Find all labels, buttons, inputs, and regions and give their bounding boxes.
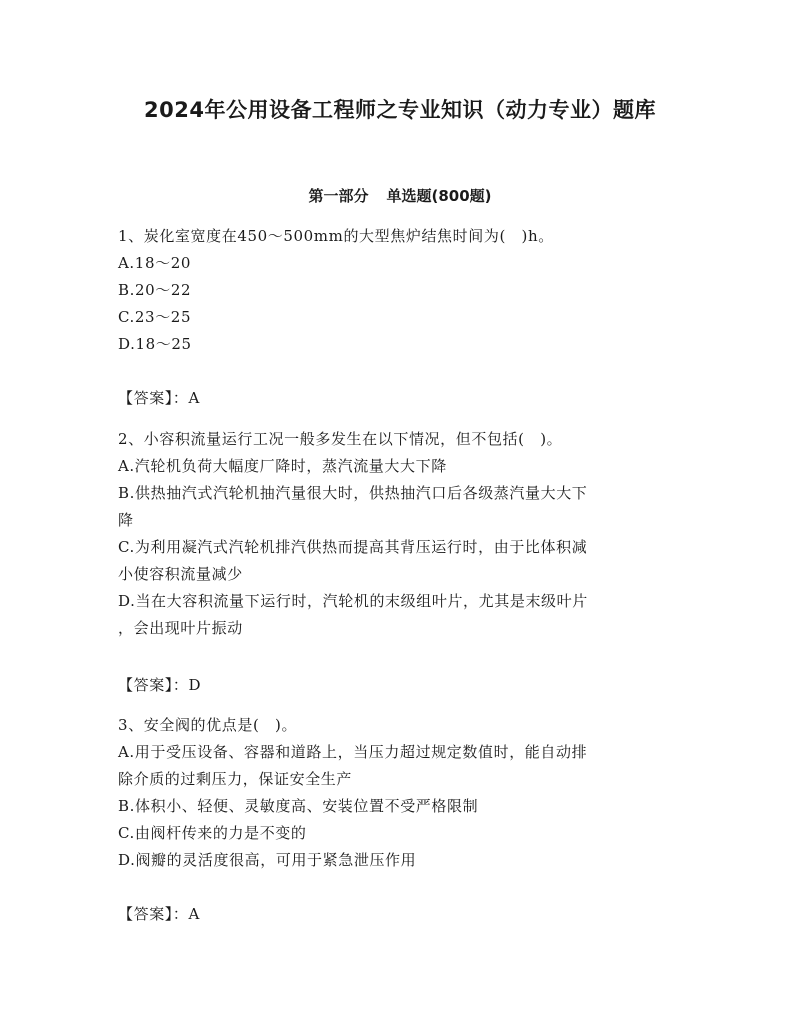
option-b: B.体积小、轻便、灵敏度高、安装位置不受严格限制 (118, 797, 479, 815)
option-a: A.用于受压设备、容器和道路上，当压力超过规定数值时，能自动排 (118, 743, 588, 761)
document-title: 2024年公用设备工程师之专业知识（动力专业）题库 (144, 98, 656, 122)
option-c: C.23～25 (118, 308, 192, 326)
answer-value: A (188, 905, 200, 923)
option-b: B.20～22 (118, 281, 192, 299)
section-name: 单选题(800题) (386, 187, 492, 205)
option-c: C.为利用凝汽式汽轮机排汽供热而提高其背压运行时，由于比体积减 (118, 538, 588, 556)
option-d: D.18～25 (118, 335, 192, 353)
answer-value: A (188, 389, 200, 407)
answer-value: D (188, 676, 202, 694)
option-d: D.阀瓣的灵活度很高，可用于紧急泄压作用 (118, 851, 417, 869)
option-a: A.18～20 (118, 254, 191, 272)
section-heading (0, 185, 800, 207)
answer-label: 【答案】 (118, 676, 173, 694)
question-1 (118, 223, 678, 358)
answer-1: 【答案】：A (118, 389, 200, 407)
answer-label: 【答案】 (118, 389, 173, 407)
question-stem: 3、安全阀的优点是( )。 (118, 716, 298, 734)
option-c: C.由阀杆传来的力是不变的 (118, 824, 307, 842)
section-part: 第一部分 (308, 187, 369, 205)
answer-label: 【答案】 (118, 905, 173, 923)
question-stem: 1、炭化室宽度在450～500mm的大型焦炉结焦时间为( )h。 (118, 227, 554, 245)
option-d: D.当在大容积流量下运行时，汽轮机的末级组叶片，尤其是末级叶片 (118, 592, 588, 610)
option-a: A.汽轮机负荷大幅度厂降时，蒸汽流量大大下降 (118, 457, 447, 475)
option-b-cont: 降 (118, 511, 134, 529)
option-b: B.供热抽汽式汽轮机抽汽量很大时，供热抽汽口后各级蒸汽量大大下 (118, 484, 588, 502)
option-c-cont: 小使容积流量减少 (118, 565, 243, 583)
answer-3: 【答案】：A (118, 905, 200, 923)
question-2 (118, 426, 678, 642)
option-a-cont: 除介质的过剩压力，保证安全生产 (118, 770, 353, 788)
question-3 (118, 712, 678, 874)
answer-2: 【答案】：D (118, 676, 202, 694)
option-d-cont: ，会出现叶片振动 (118, 619, 243, 637)
question-stem: 2、小容积流量运行工况一般多发生在以下情况，但不包括( )。 (118, 430, 563, 448)
